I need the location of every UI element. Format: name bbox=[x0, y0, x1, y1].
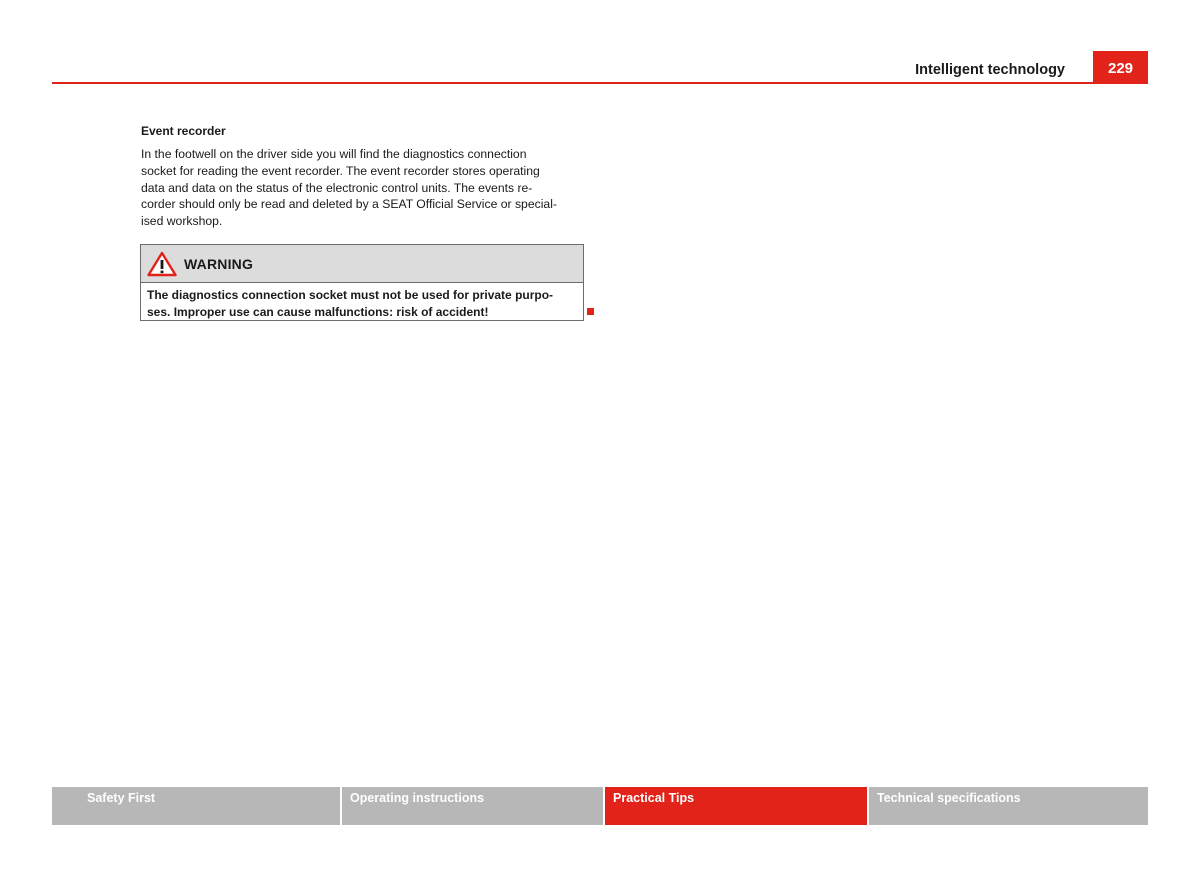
footer-tab-practical-tips[interactable]: Practical Tips bbox=[605, 787, 867, 825]
body-line: ised workshop. bbox=[141, 214, 223, 229]
footer-tab-safety-first[interactable]: Safety First bbox=[52, 787, 340, 825]
footer-tab-technical-specifications[interactable]: Technical specifications bbox=[869, 787, 1148, 825]
chapter-title: Intelligent technology bbox=[915, 62, 1065, 78]
warning-line: ses. Improper use can cause malfunctions: risk of accident! bbox=[147, 304, 489, 319]
warning-box bbox=[140, 244, 584, 321]
footer-nav bbox=[52, 787, 1148, 825]
warning-line: The diagnostics connection socket must not be used for private purpo- bbox=[147, 288, 554, 302]
warning-triangle-icon bbox=[147, 251, 177, 277]
body-line: corder should only be read and deleted by a SEAT Official Service or special- bbox=[141, 197, 557, 212]
body-paragraph bbox=[141, 146, 586, 230]
body-line: In the footwell on the driver side you will find the diagnostics connection bbox=[141, 147, 527, 161]
section-heading: Event recorder bbox=[141, 124, 226, 138]
header-rule bbox=[52, 82, 1148, 84]
page-number: 229 bbox=[1093, 51, 1148, 84]
section-end-marker bbox=[587, 308, 594, 315]
footer-tab-operating-instructions[interactable]: Operating instructions bbox=[342, 787, 603, 825]
warning-label: WARNING bbox=[184, 255, 254, 272]
warning-header bbox=[141, 245, 583, 283]
warning-text bbox=[141, 283, 583, 320]
body-line: data and data on the status of the electronic control units. The events re- bbox=[141, 180, 533, 195]
body-line: socket for reading the event recorder. The event recorder stores operating bbox=[141, 163, 540, 178]
